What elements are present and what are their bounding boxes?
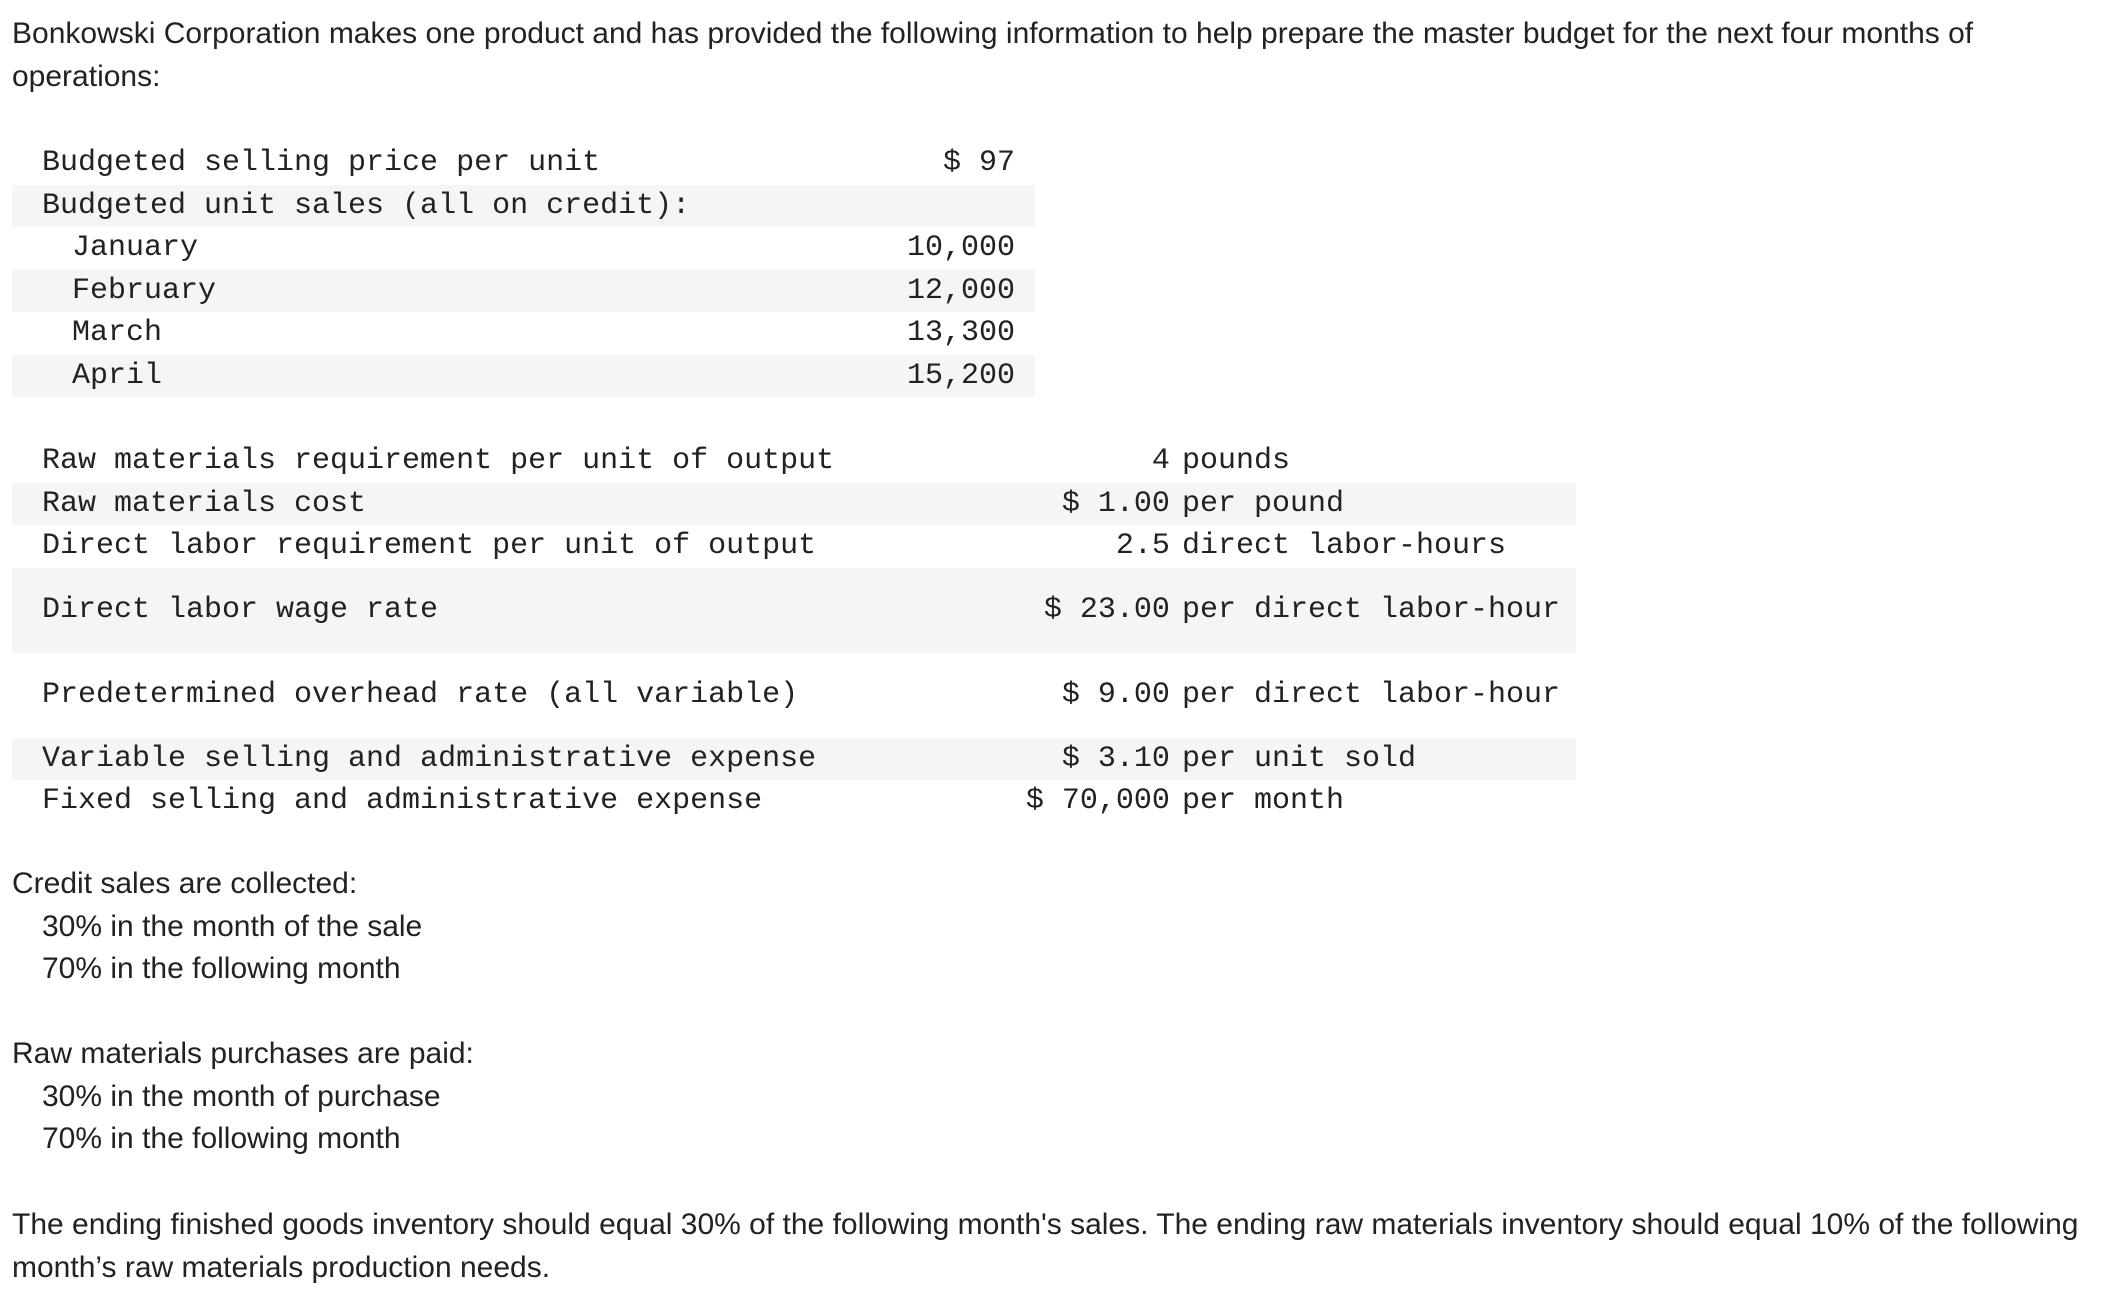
intro-paragraph: Bonkowski Corporation makes one product and has provided the following information to help prepare the master budget for the next four months of operations: (12, 17, 1974, 93)
month-value: 10,000 (906, 231, 1015, 266)
table-row (12, 738, 1576, 781)
table-row (12, 653, 1576, 738)
collections-block (12, 863, 422, 991)
month-value: 13,300 (906, 316, 1015, 351)
cost-unit: pounds (1181, 444, 1290, 478)
cost-unit: per month (1181, 784, 1344, 818)
table-row (12, 525, 1576, 568)
cost-label: Fixed selling and administrative expense (42, 784, 763, 819)
month-label: March (72, 316, 163, 351)
collections-heading: Credit sales are collected: (12, 867, 358, 900)
cost-label: Predetermined overhead rate (all variable) (42, 678, 799, 712)
list-item: 30% in the month of purchase (42, 1079, 441, 1113)
cost-value: $ 1.00 (1011, 483, 1182, 526)
table-row (12, 270, 1035, 313)
table-row (12, 227, 1035, 270)
sales-budget-table (12, 142, 1035, 397)
month-value: 12,000 (873, 270, 1035, 313)
cost-value: $ 9.00 (1061, 678, 1170, 712)
cost-label: Direct labor wage rate (12, 568, 1011, 653)
cost-label: Raw materials requirement per unit of output (42, 444, 835, 479)
cost-value: 4 (1151, 444, 1170, 479)
cost-value: $ 3.10 (1011, 738, 1182, 781)
raw-payments-block (12, 1033, 474, 1161)
month-label: February (12, 270, 873, 313)
unit-sales-label: Budgeted unit sales (all on credit): (12, 185, 873, 228)
list-item: 30% in the month of the sale (42, 909, 423, 943)
price-value: $ 97 (942, 146, 1015, 181)
cost-unit: per unit sold (1182, 738, 1576, 781)
table-row (12, 568, 1576, 653)
cost-unit: per direct labor-hour (1182, 568, 1576, 653)
price-label: Budgeted selling price per unit (42, 146, 601, 181)
cost-label: Variable selling and administrative expense (12, 738, 1011, 781)
cost-unit: per direct labor-hour (1181, 677, 1560, 712)
cost-value: $ 70,000 (1025, 784, 1170, 819)
month-label: April (12, 355, 873, 398)
table-row (12, 483, 1576, 526)
month-value: 15,200 (873, 355, 1035, 398)
list-item: 70% in the following month (42, 1122, 401, 1155)
cost-unit: per pound (1182, 483, 1576, 526)
table-row (12, 312, 1035, 355)
cost-value: $ 23.00 (1011, 568, 1182, 653)
table-row (12, 355, 1035, 398)
table-row (12, 780, 1576, 823)
table-row (12, 440, 1576, 483)
cost-standards-table (12, 440, 1576, 823)
table-row (12, 185, 1035, 228)
cost-unit: direct labor-hours (1181, 529, 1506, 563)
raw-payments-heading: Raw materials purchases are paid: (12, 1037, 474, 1070)
month-label: January (72, 231, 199, 266)
table-row (12, 142, 1035, 185)
cost-value: 2.5 (1115, 529, 1170, 564)
list-item: 70% in the following month (42, 952, 401, 985)
cost-label: Direct labor requirement per unit of output (42, 529, 817, 564)
closing-paragraph: The ending finished goods inventory should equal 30% of the following month's sales. The ending raw materials inventory should equal 10% of the following month’s raw materials production needs. (12, 1208, 2079, 1284)
cost-label: Raw materials cost (12, 483, 1011, 526)
